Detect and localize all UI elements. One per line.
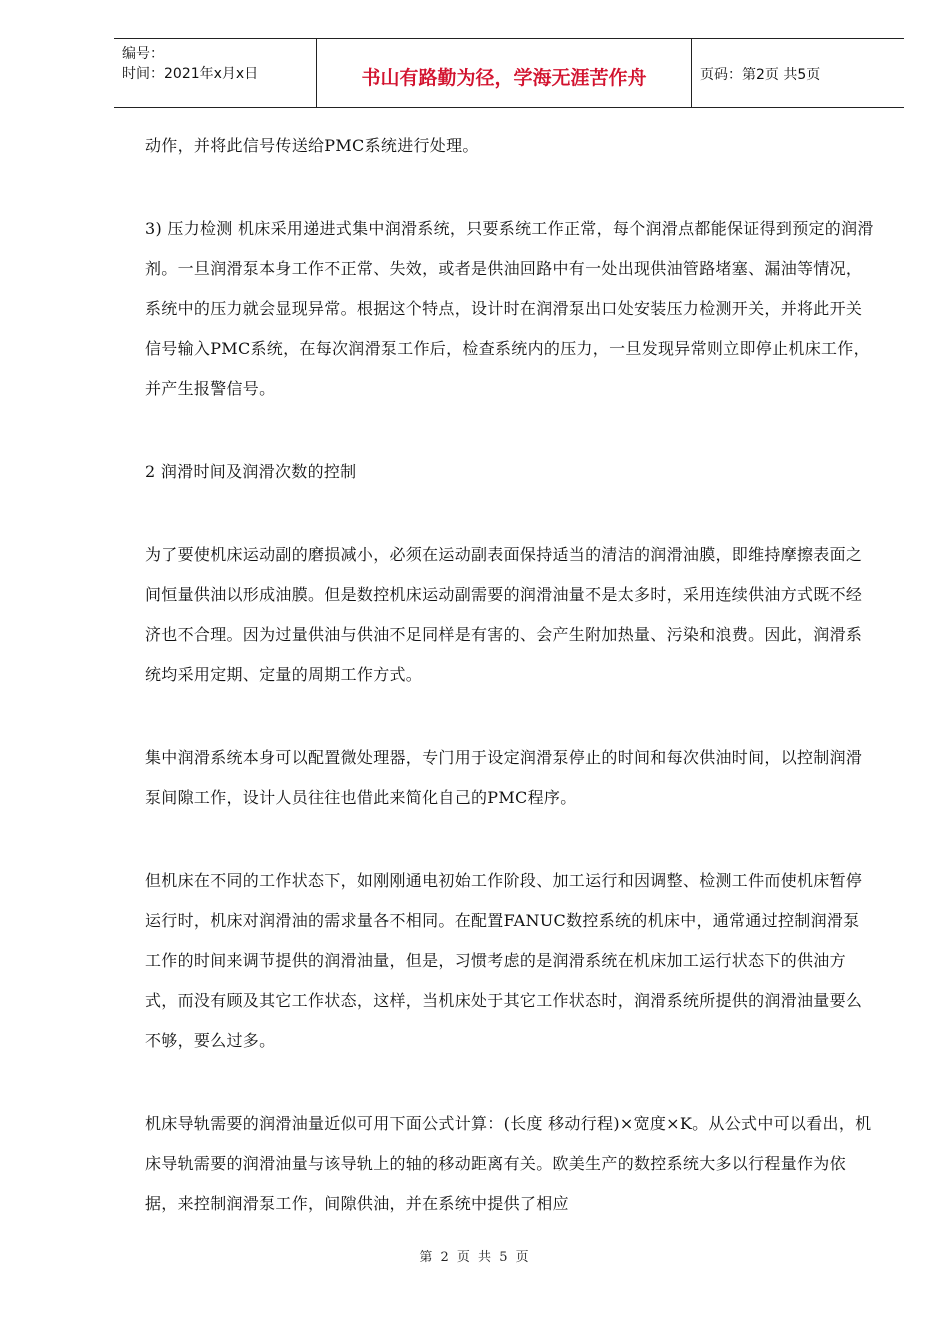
paragraph-2: 3) 压力检测 机床采用递进式集中润滑系统，只要系统工作正常，每个润滑点都能保证得到预定的润滑剂。一旦润滑泵本身工作不正常、失效，或者是供油回路中有一处出现供油管路堵塞、漏油等情况，系统中的压力就会显现异常。根据这个特点，设计时在润滑泵出口处安装压力检测开关，并将此开关信号输入PMC系统，在每次润滑泵工作后，检查系统内的压力，一旦发现异常则立即停止机床工作，并产生报警信号。 <box>145 219 874 398</box>
page-header <box>114 38 904 108</box>
page-code: 页码：第2页 共5页 <box>700 67 821 83</box>
paragraph-3: 为了要使机床运动副的磨损减小，必须在运动副表面保持适当的清洁的润滑油膜，即维持摩擦表面之间恒量供油以形成油膜。但是数控机床运动副需要的润滑油量不是太多时，采用连续供油方式既不经济也不合理。因为过量供油与供油不足同样是有害的、会产生附加热量、污染和浪费。因此，润滑系统均采用定期、定量的周期工作方式。 <box>145 545 863 684</box>
header-right-cell <box>690 39 904 107</box>
paragraph-5: 但机床在不同的工作状态下，如刚刚通电初始工作阶段、加工运行和因调整、检测工件而使机床暂停运行时，机床对润滑油的需求量各不相同。在配置FANUC数控系统的机床中，通常通过控制润滑泵工作的时间来调节提供的润滑油量，但是，习惯考虑的是润滑系统在机床加工运行状态下的供油方式，而没有顾及其它工作状态，这样，当机床处于其它工作状态时，润滑系统所提供的润滑油量要么不够，要么过多。 <box>145 871 863 1050</box>
section-heading: 2 润滑时间及润滑次数的控制 <box>145 462 357 481</box>
paragraph-6: 机床导轨需要的润滑油量近似可用下面公式计算：(长度 移动行程)×宽度×K。从公式中可以看出，机床导轨需要的润滑油量与该导轨上的轴的移动距离有关。欧美生产的数控系统大多以行程量作为依据，来控制润滑泵工作，间隙供油，并在系统中提供了相应 <box>145 1114 872 1213</box>
serial-label: 编号： <box>122 46 164 62</box>
paragraph-1: 动作，并将此信号传送给PMC系统进行处理。 <box>145 136 479 155</box>
date-label: 时间：2021年x月x日 <box>122 66 259 82</box>
header-left-cell <box>114 39 316 107</box>
paragraph-4: 集中润滑系统本身可以配置微处理器，专门用于设定润滑泵停止的时间和每次供油时间，以控制润滑泵间隙工作，设计人员往往也借此来简化自己的PMC程序。 <box>145 748 863 807</box>
header-motto: 书山有路勤为径，学海无涯苦作舟 <box>361 67 647 89</box>
header-motto-cell <box>316 39 692 107</box>
page-footer: 第 2 页 共 5 页 <box>419 1250 531 1265</box>
document-body <box>145 126 875 1267</box>
